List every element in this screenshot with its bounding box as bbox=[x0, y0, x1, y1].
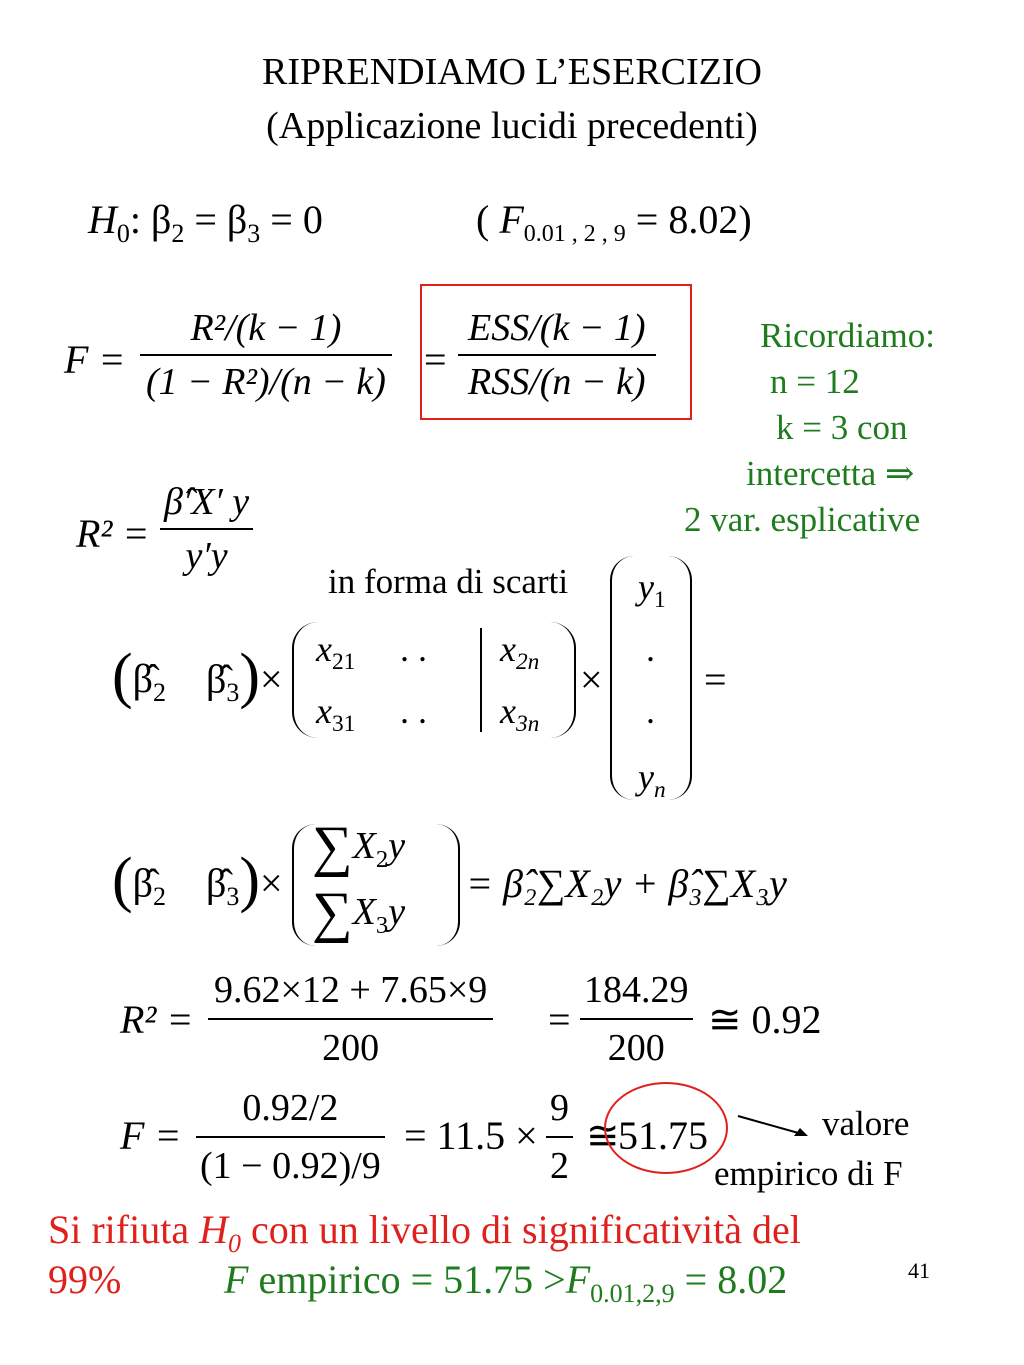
x-row1-dots: . . bbox=[400, 629, 427, 669]
x2-sub: 2 bbox=[375, 845, 389, 873]
y-letter-1: y bbox=[388, 825, 406, 868]
x21-sub: 21 bbox=[331, 649, 356, 676]
x-row2-dots: . . bbox=[400, 691, 427, 731]
f-calc-numerator2: 9 bbox=[550, 1087, 569, 1129]
beta2-subscript: 2 bbox=[171, 219, 185, 249]
y1-letter: y bbox=[638, 567, 654, 607]
crit-f: F bbox=[499, 197, 524, 242]
page-number: 41 bbox=[908, 1258, 930, 1283]
sum-row-rhs: = β̂₂∑X₂y + β̂₃∑X₃y bbox=[466, 861, 787, 906]
conclusion-line1 bbox=[48, 1206, 801, 1259]
h-symbol: H bbox=[88, 197, 117, 242]
sum-vector-right-bracket bbox=[436, 824, 460, 946]
f-calc-fraction2 bbox=[546, 1086, 573, 1188]
f-note-line2: empirico di F bbox=[714, 1154, 903, 1193]
r2-calc-fraction1 bbox=[208, 968, 493, 1070]
x21-letter: x bbox=[316, 629, 332, 669]
f-formula-fraction1 bbox=[140, 306, 392, 404]
beta2-hat: β̂ bbox=[132, 656, 154, 702]
r2-calc-denominator: 200 bbox=[208, 1018, 493, 1070]
conclusion-percent: 99% bbox=[48, 1257, 122, 1302]
f-calc-mid: = 11.5 × bbox=[404, 1113, 538, 1158]
crit-open: ( bbox=[476, 197, 500, 242]
sum-symbol-1: ∑ bbox=[312, 815, 353, 878]
y-vector-right-bracket bbox=[668, 556, 692, 800]
beta3-hat-sub: 3 bbox=[226, 678, 240, 708]
y-vdot-2: . bbox=[646, 691, 655, 731]
x3n bbox=[500, 690, 540, 738]
sum-x2y bbox=[312, 815, 406, 878]
h-beta3: = β bbox=[184, 197, 248, 242]
h-beta2: : β bbox=[129, 197, 172, 242]
conclusion-h: H bbox=[199, 1207, 228, 1252]
left-paren-2: ( bbox=[112, 846, 133, 914]
f-calc-result: 51.75 bbox=[618, 1113, 708, 1158]
conclusion-prefix: Si rifiuta bbox=[48, 1207, 200, 1252]
x21 bbox=[316, 628, 356, 676]
right-paren-2: ) bbox=[239, 846, 261, 914]
f-calc-lhs: F = bbox=[120, 1113, 182, 1158]
conclusion-suffix: con un livello di significatività del bbox=[240, 1207, 801, 1252]
times-sign-1: × bbox=[260, 656, 283, 702]
scarti-label: in forma di scarti bbox=[328, 562, 569, 601]
beta3-hat-2: β̂ bbox=[206, 860, 227, 906]
times-sign-3: × bbox=[260, 860, 283, 906]
critical-value bbox=[476, 196, 752, 248]
f-formula-equals: = bbox=[424, 337, 447, 382]
r2-calc-numerator: 9.62×12 + 7.65×9 bbox=[214, 969, 488, 1011]
h-subscript: 0 bbox=[116, 219, 130, 249]
x3-sub: 3 bbox=[375, 911, 389, 939]
right-paren: ) bbox=[239, 642, 261, 710]
r2-calc-denominator2: 200 bbox=[580, 1018, 693, 1070]
r2-formula-lhs: R² = bbox=[76, 511, 150, 556]
reminder-line2: n = 12 bbox=[770, 362, 860, 401]
sum-x3y bbox=[312, 881, 406, 944]
x-matrix-left-bracket bbox=[292, 622, 318, 738]
times-sign-2: × bbox=[580, 657, 603, 702]
left-paren: ( bbox=[112, 642, 133, 710]
f-formula-fraction2 bbox=[458, 306, 656, 404]
x2n bbox=[500, 628, 540, 676]
r2-numerator: β̂′X′ y bbox=[164, 481, 250, 523]
f-formula-lhs: F = bbox=[64, 337, 126, 382]
conclusion-line2 bbox=[224, 1256, 788, 1309]
y-letter-2: y bbox=[388, 891, 406, 934]
yn-sub: n bbox=[653, 777, 666, 804]
conclusion-f2-sub: 0.01,2,9 bbox=[590, 1279, 675, 1309]
reminder-line4: intercetta ⇒ bbox=[746, 454, 915, 493]
x2n-sub: 2n bbox=[515, 649, 540, 676]
r2-denominator: y′y bbox=[160, 528, 253, 578]
x2-letter: X bbox=[352, 825, 376, 868]
y-vector-left-bracket bbox=[610, 556, 634, 800]
f-calc-denominator2: 2 bbox=[546, 1136, 573, 1188]
reminder-line5: 2 var. esplicative bbox=[684, 500, 921, 539]
x3n-letter: x bbox=[500, 691, 516, 731]
matrix-equals: = bbox=[704, 657, 727, 702]
x-matrix-divider bbox=[480, 628, 482, 732]
reminder-line3: k = 3 con bbox=[776, 408, 908, 447]
crit-value: = 8.02) bbox=[625, 197, 752, 242]
r2-calc-fraction2 bbox=[580, 968, 693, 1070]
x3-letter: X bbox=[352, 891, 376, 934]
conclusion-h-sub: 0 bbox=[227, 1229, 241, 1259]
arrow-right-icon bbox=[734, 1112, 812, 1142]
slide-title-line2: (Applicazione lucidi precedenti) bbox=[266, 105, 758, 147]
beta-row-vector bbox=[112, 642, 283, 710]
y-vdot-1: . bbox=[646, 629, 655, 669]
x31-letter: x bbox=[316, 691, 332, 731]
conclusion-f2: F bbox=[565, 1257, 591, 1302]
yn bbox=[638, 756, 666, 804]
x3n-sub: 3n bbox=[515, 711, 540, 738]
beta3-hat: β̂ bbox=[206, 656, 227, 702]
r2-calc-result: ≅ 0.92 bbox=[708, 997, 822, 1042]
beta2-hat-2: β̂ bbox=[132, 860, 154, 906]
x31-sub: 31 bbox=[331, 711, 356, 738]
r2-calc-numerator2: 184.29 bbox=[584, 969, 689, 1011]
x2n-letter: x bbox=[500, 629, 516, 669]
sum-symbol-2: ∑ bbox=[312, 881, 353, 944]
conclusion-empirico: empirico = 51.75 > bbox=[248, 1257, 566, 1302]
crit-subscript: 0.01 , 2 , 9 bbox=[523, 221, 626, 248]
beta2-hat-sub-2: 2 bbox=[153, 882, 167, 912]
f-fraction1-denominator: (1 − R²)/(n − k) bbox=[140, 354, 392, 404]
slide-title-line1: RIPRENDIAMO L’ESERCIZIO bbox=[262, 51, 762, 93]
beta3-subscript: 3 bbox=[247, 219, 261, 249]
f-calc-denominator: (1 − 0.92)/9 bbox=[196, 1136, 385, 1188]
null-hypothesis bbox=[88, 196, 323, 249]
conclusion-value: = 8.02 bbox=[674, 1257, 788, 1302]
r2-calc-lhs: R² = bbox=[120, 997, 194, 1042]
beta-row-vector-2 bbox=[112, 846, 283, 914]
f-calc-approx: ≅ bbox=[586, 1113, 620, 1158]
x31 bbox=[316, 690, 356, 738]
f-calc-numerator: 0.92/2 bbox=[242, 1087, 339, 1129]
f-note-line1: valore bbox=[822, 1104, 910, 1143]
x-matrix-right-bracket bbox=[550, 622, 576, 738]
beta3-hat-sub-2: 3 bbox=[226, 882, 240, 912]
f-fraction1-numerator: R²/(k − 1) bbox=[190, 307, 342, 349]
h-zero: = 0 bbox=[260, 197, 323, 242]
y1 bbox=[638, 566, 666, 614]
f-fraction2-numerator: ESS/(k − 1) bbox=[468, 307, 646, 349]
beta2-hat-sub: 2 bbox=[153, 678, 167, 708]
conclusion-f: F bbox=[224, 1257, 249, 1302]
yn-letter: y bbox=[638, 757, 654, 797]
f-result-circle bbox=[604, 1082, 728, 1174]
f-fraction2-denominator: RSS/(n − k) bbox=[458, 354, 656, 404]
y1-sub: 1 bbox=[653, 587, 666, 614]
r2-calc-equals: = bbox=[548, 997, 571, 1042]
f-calc-fraction1 bbox=[196, 1086, 385, 1188]
r2-formula-fraction bbox=[160, 480, 253, 578]
reminder-line1: Ricordiamo: bbox=[760, 316, 935, 355]
